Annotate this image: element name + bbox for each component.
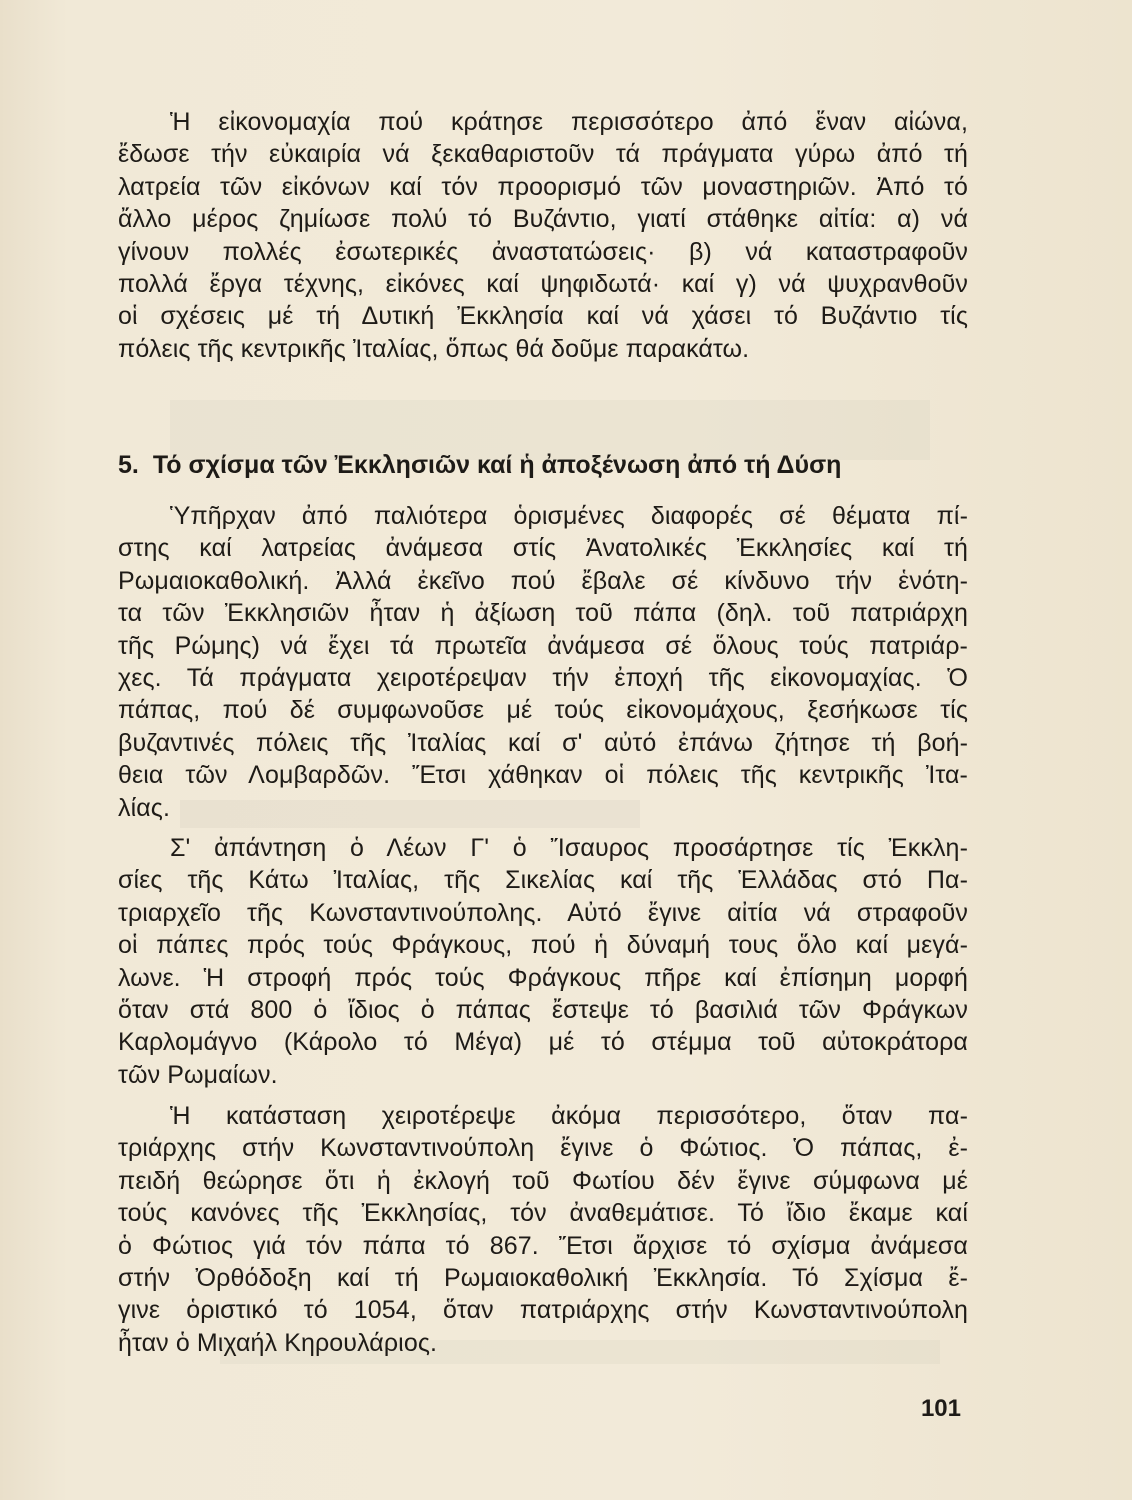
text-line: Καρλομάγνο (Κάρολο τό Μέγα) μέ τό στέμμα τοῦ αὐτοκράτορα [118, 1028, 968, 1057]
text-line: Ἡ εἰκονομαχία πού κράτησε περισσότερο ἀπό ἕναν αἰώνα, [170, 108, 968, 136]
text-line: πολλά ἔργα τέχνης, εἰκόνες καί ψηφιδωτά· καί γ) νά ψυχρανθοῦν [118, 269, 968, 298]
text-line: λατρεία τῶν εἰκόνων καί τόν προορισμό τῶν μοναστηριῶν. Ἀπό τό [118, 172, 968, 201]
text-line: βυζαντινές πόλεις τῆς Ἰταλίας καί σ' αὐτό ἐπάνω ζήτησε τή βοή- [118, 728, 968, 757]
text-line: λωνε. Ἡ στροφή πρός τούς Φράγκους πῆρε καί ἐπίσημη μορφή [118, 963, 968, 992]
text-line: γινε ὁριστικό τό 1054, ὅταν πατριάρχης στήν Κωνσταντινούπολη [118, 1296, 968, 1325]
text-line: τῆς Ρώμης) νά ἔχει τά πρωτεῖα ἀνάμεσα σέ ὅλους τούς πατριάρ- [118, 631, 968, 660]
text-line: ἄλλο μέρος ζημίωσε πολύ τό Βυζάντιο, γιατί στάθηκε αἰτία: α) νά [118, 205, 968, 234]
section-heading [118, 445, 968, 485]
text-line: πόλεις τῆς κεντρικῆς Ἰταλίας, ὅπως θά δοῦμε παρακάτω. [118, 334, 750, 363]
page-number: 101 [920, 1395, 961, 1422]
section-title: Τό σχίσμα τῶν Ἐκκλησιῶν καί ἡ ἀποξένωση ἀπό τή Δύση [152, 451, 842, 479]
text-line: Ρωμαιοκαθολική. Ἀλλά ἐκεῖνο πού ἔβαλε σέ κίνδυνο τήν ἑνότη- [118, 566, 968, 595]
text-line: στήν Ὀρθόδοξη καί τή Ρωμαιοκαθολική Ἐκκλησία. Τό Σχίσμα ἔ- [118, 1263, 968, 1292]
text-line: τῶν Ρωμαίων. [118, 1060, 278, 1089]
text-line: θεια τῶν Λομβαρδῶν. Ἔτσι χάθηκαν οἱ πόλεις τῆς κεντρικῆς Ἰτα- [118, 761, 968, 790]
text-line: πειδή θεώρησε ὅτι ἡ ἐκλογή τοῦ Φωτίου δέν ἔγινε σύμφωνα μέ [118, 1166, 968, 1195]
text-line: τούς κανόνες τῆς Ἐκκλησίας, τόν ἀναθεμάτισε. Τό ἴδιο ἔκαμε καί [118, 1199, 968, 1228]
text-line: οἱ πάπες πρός τούς Φράγκους, πού ἡ δύναμή τους ὅλο καί μεγά- [118, 931, 968, 960]
text-line: οἱ σχέσεις μέ τή Δυτική Ἐκκλησία καί νά χάσει τό Βυζάντιο τίς [118, 302, 968, 331]
text-line: τριαρχεῖο τῆς Κωνσταντινούπολης. Αὐτό ἔγινε αἰτία νά στραφοῦν [118, 898, 968, 927]
text-line: στης καί λατρείας ἀνάμεσα στίς Ἀνατολικές Ἐκκλησίες καί τή [118, 534, 968, 563]
text-line: τριάρχης στήν Κωνσταντινούπολη ἔγινε ὁ Φώτιος. Ὁ πάπας, ἐ- [118, 1134, 968, 1163]
text-line: ὅταν στά 800 ὁ ἴδιος ὁ πάπας ἔστεψε τό βασιλιά τῶν Φράγκων [118, 995, 968, 1024]
paragraph-1 [118, 106, 968, 365]
text-line: γίνουν πολλές ἐσωτερικές ἀναστατώσεις· β) νά καταστραφοῦν [118, 237, 968, 266]
text-line: Ὑπῆρχαν ἀπό παλιότερα ὁρισμένες διαφορές σέ θέματα πί- [170, 502, 968, 530]
paragraph-4 [118, 1100, 968, 1359]
text-line: πάπας, πού δέ συμφωνοῦσε μέ τούς εἰκονομάχους, ξεσήκωσε τίς [118, 696, 968, 725]
section-number: 5. [118, 451, 139, 479]
text-line: ἔδωσε τήν εὐκαιρία νά ξεκαθαριστοῦν τά πράγματα γύρω ἀπό τή [118, 140, 968, 169]
text-line: χες. Τά πράγματα χειροτέρεψαν τήν ἐποχή τῆς εἰκονομαχίας. Ὁ [118, 663, 968, 692]
text-line: Σ' ἀπάντηση ὁ Λέων Γ' ὁ Ἴσαυρος προσάρτησε τίς Ἐκκλη- [170, 834, 968, 862]
text-line: ἦταν ὁ Μιχαήλ Κηρουλάριος. [118, 1328, 438, 1357]
text-line: σίες τῆς Κάτω Ἰταλίας, τῆς Σικελίας καί τῆς Ἑλλάδας στό Πα- [118, 866, 968, 895]
text-line: Ἡ κατάσταση χειροτέρεψε ἀκόμα περισσότερο, ὅταν πα- [170, 1102, 968, 1130]
text-line: ὁ Φώτιος γιά τόν πάπα τό 867. Ἔτσι ἄρχισε τό σχίσμα ἀνάμεσα [118, 1231, 968, 1260]
text-line: λίας. [118, 793, 171, 822]
paragraph-3 [118, 832, 968, 1091]
text-line: τα τῶν Ἐκκλησιῶν ἦταν ἡ ἀξίωση τοῦ πάπα (δηλ. τοῦ πατριάρχη [118, 599, 968, 628]
paragraph-2 [118, 500, 968, 824]
